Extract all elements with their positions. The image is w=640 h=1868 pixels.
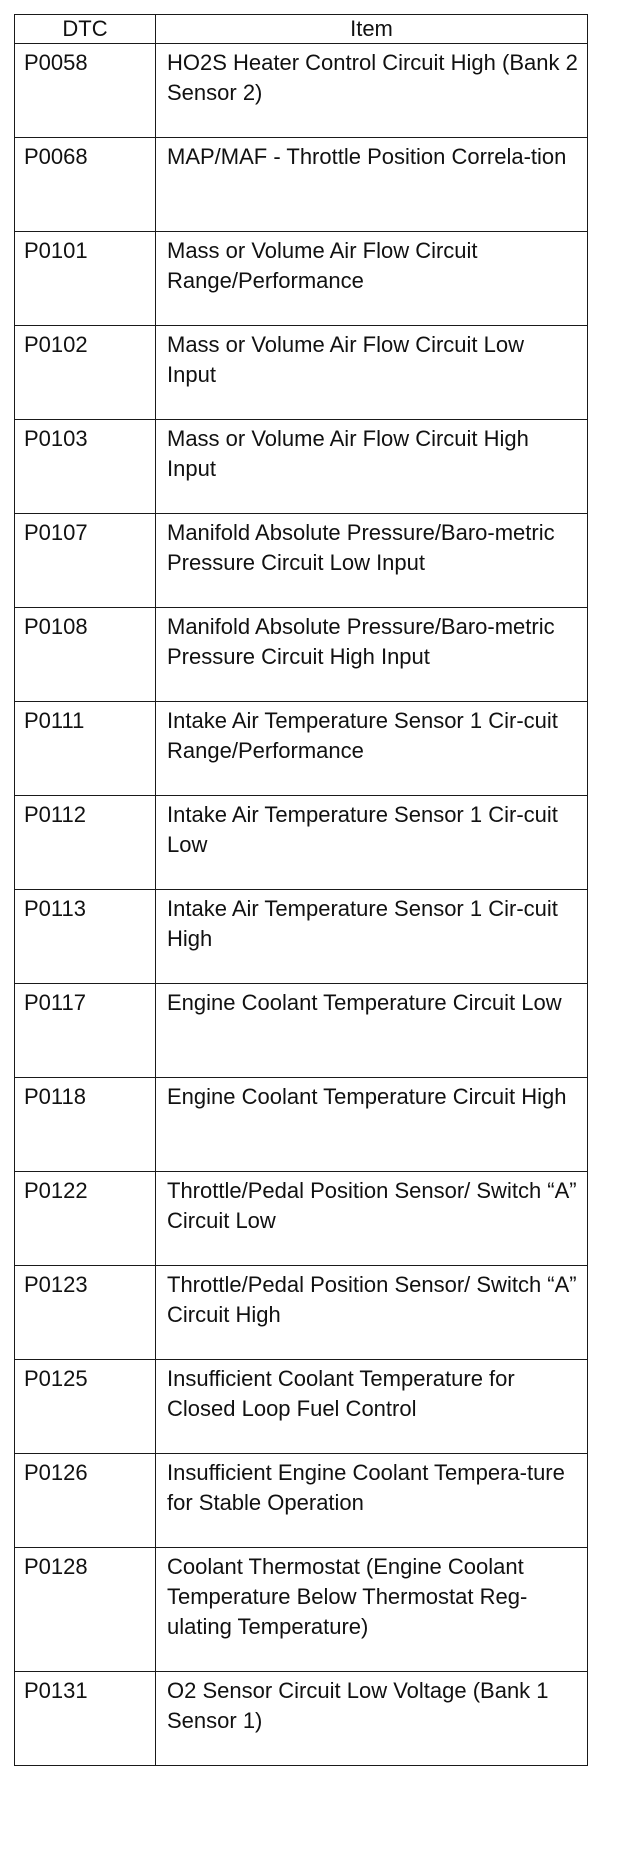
dtc-description: Intake Air Temperature Sensor 1 Cir-cuit Low: [156, 796, 588, 890]
dtc-description: Coolant Thermostat (Engine Coolant Temperature Below Thermostat Reg-ulating Temperature): [156, 1548, 588, 1672]
dtc-code: P0103: [15, 420, 156, 514]
table-row: [15, 1672, 588, 1766]
dtc-description: Throttle/Pedal Position Sensor/ Switch “A” Circuit High: [156, 1266, 588, 1360]
table-row: [15, 138, 588, 232]
table-row: [15, 608, 588, 702]
dtc-description: Manifold Absolute Pressure/Baro-metric Pressure Circuit Low Input: [156, 514, 588, 608]
table-row: [15, 1172, 588, 1266]
dtc-description: Engine Coolant Temperature Circuit High: [156, 1078, 588, 1172]
dtc-code: P0113: [15, 890, 156, 984]
table-header-row: [15, 15, 588, 44]
dtc-description: Manifold Absolute Pressure/Baro-metric Pressure Circuit High Input: [156, 608, 588, 702]
table-row: [15, 514, 588, 608]
dtc-description: Mass or Volume Air Flow Circuit Range/Performance: [156, 232, 588, 326]
dtc-code: P0125: [15, 1360, 156, 1454]
table-row: [15, 702, 588, 796]
dtc-description: Mass or Volume Air Flow Circuit Low Input: [156, 326, 588, 420]
dtc-code: P0068: [15, 138, 156, 232]
table-row: [15, 1078, 588, 1172]
dtc-code: P0102: [15, 326, 156, 420]
dtc-code: P0126: [15, 1454, 156, 1548]
table-row: [15, 420, 588, 514]
header-dtc: DTC: [15, 15, 156, 44]
dtc-code: P0101: [15, 232, 156, 326]
dtc-description: HO2S Heater Control Circuit High (Bank 2 Sensor 2): [156, 44, 588, 138]
dtc-code: P0118: [15, 1078, 156, 1172]
dtc-table: [14, 14, 588, 1766]
header-item: Item: [156, 15, 588, 44]
table-row: [15, 796, 588, 890]
table-row: [15, 232, 588, 326]
dtc-description: Mass or Volume Air Flow Circuit High Input: [156, 420, 588, 514]
dtc-description: O2 Sensor Circuit Low Voltage (Bank 1 Sensor 1): [156, 1672, 588, 1766]
table-row: [15, 326, 588, 420]
dtc-code: P0107: [15, 514, 156, 608]
dtc-code: P0131: [15, 1672, 156, 1766]
table-row: [15, 1360, 588, 1454]
dtc-code: P0117: [15, 984, 156, 1078]
dtc-code: P0128: [15, 1548, 156, 1672]
dtc-description: Intake Air Temperature Sensor 1 Cir-cuit High: [156, 890, 588, 984]
table-row: [15, 1454, 588, 1548]
table-row: [15, 890, 588, 984]
dtc-description: Throttle/Pedal Position Sensor/ Switch “A” Circuit Low: [156, 1172, 588, 1266]
dtc-description: Insufficient Engine Coolant Tempera-ture for Stable Operation: [156, 1454, 588, 1548]
dtc-code: P0058: [15, 44, 156, 138]
table-row: [15, 984, 588, 1078]
dtc-code: P0123: [15, 1266, 156, 1360]
dtc-code: P0111: [15, 702, 156, 796]
dtc-description: Intake Air Temperature Sensor 1 Cir-cuit Range/Performance: [156, 702, 588, 796]
table-row: [15, 44, 588, 138]
dtc-code: P0112: [15, 796, 156, 890]
table-row: [15, 1548, 588, 1672]
dtc-description: Engine Coolant Temperature Circuit Low: [156, 984, 588, 1078]
dtc-code: P0122: [15, 1172, 156, 1266]
dtc-description: MAP/MAF - Throttle Position Correla-tion: [156, 138, 588, 232]
dtc-description: Insufficient Coolant Temperature for Closed Loop Fuel Control: [156, 1360, 588, 1454]
table-row: [15, 1266, 588, 1360]
dtc-code: P0108: [15, 608, 156, 702]
